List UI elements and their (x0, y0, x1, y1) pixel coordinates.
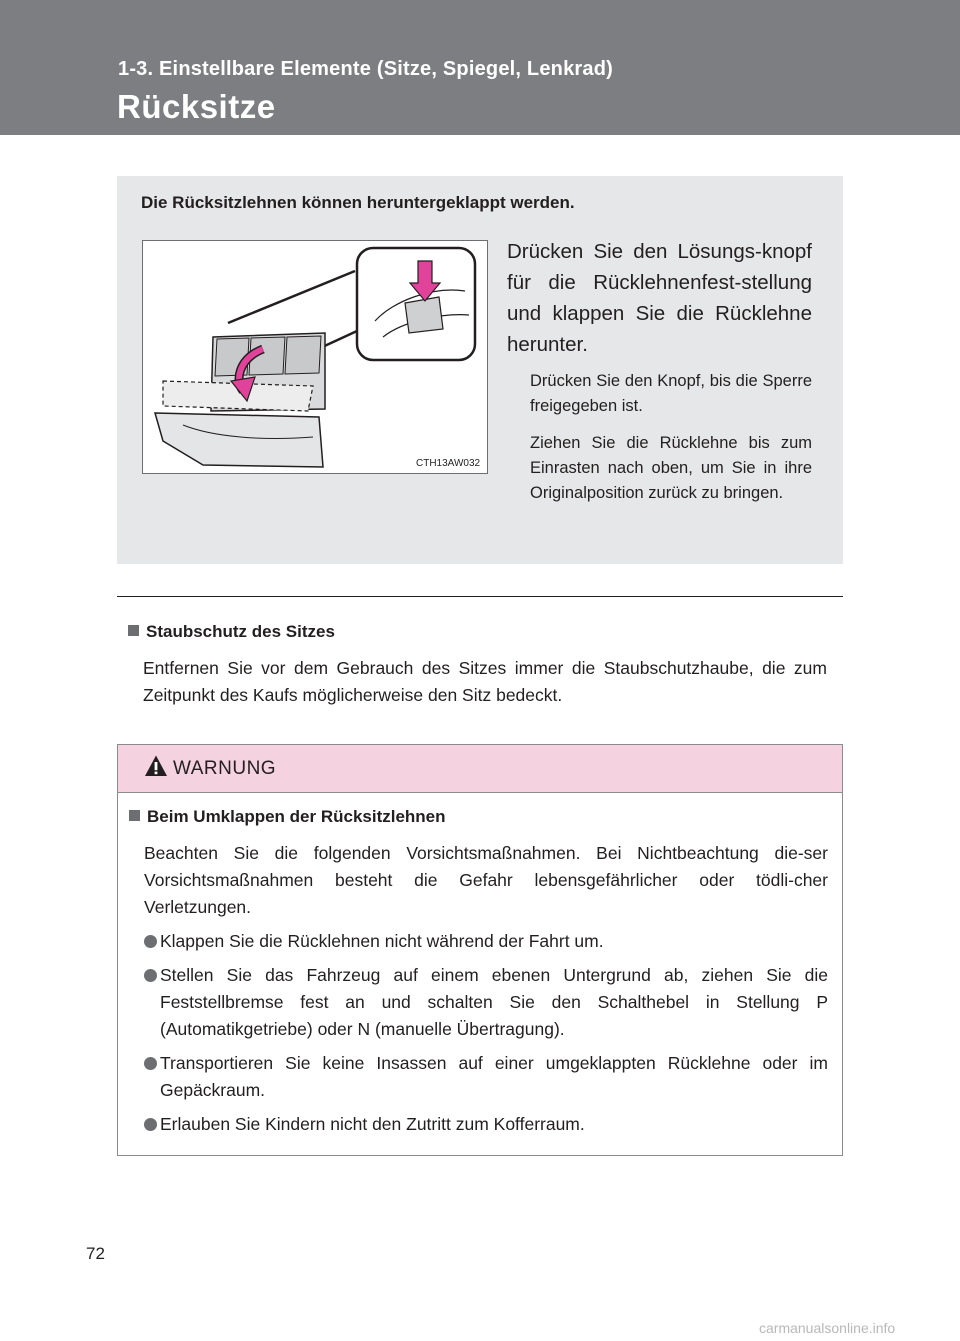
instruction-intro: Die Rücksitzlehnen können heruntergeklappt werden. (141, 193, 575, 212)
note-body: Entfernen Sie vor dem Gebrauch des Sitzes immer die Staubschutzhaube, die zum Zeitpunkt des Kaufs möglicherweise den Sitz bedeckt. (143, 658, 827, 705)
divider (117, 596, 843, 597)
warning-bullet: Stellen Sie das Fahrzeug auf einem ebenen Untergrund ab, ziehen Sie die Feststellbremse fest an und schalten Sie den Schalthebel in Stellung P (Automatikgetriebe) oder N (manuelle Übertragung). (144, 962, 828, 1043)
bullet-dot-icon (144, 935, 157, 948)
warning-bullet: Transportieren Sie keine Insassen auf einer umgeklappten Rücklehne oder im Gepäckraum. (144, 1050, 828, 1104)
square-bullet-icon (129, 810, 140, 821)
page-header (0, 0, 960, 135)
bullet-dot-icon (144, 969, 157, 982)
warning-body: Beachten Sie die folgenden Vorsichtsmaßnahmen. Bei Nichtbeachtung die-ser Vorsichtsmaßnahmen besteht die Gefahr lebensgefährlicher oder tödli-cher Verletzungen. (144, 843, 828, 917)
rear-seat-illustration (142, 240, 488, 474)
image-code: CTH13AW032 (416, 458, 481, 469)
warning-header (118, 745, 842, 793)
page-title: Rücksitze (117, 88, 276, 125)
warning-box (117, 744, 843, 1156)
square-bullet-icon (128, 625, 139, 636)
note-heading: Staubschutz des Sitzes (128, 622, 335, 642)
seat-fold-diagram (143, 241, 487, 473)
main-step: Drücken Sie den Lösungs-knopf für die Rücklehnenfest-stellung und klappen Sie die Rücklehne herunter. (507, 240, 812, 356)
watermark: carmanualsonline.info (759, 1320, 896, 1336)
sub-step: Drücken Sie den Knopf, bis die Sperre freigegeben ist. (530, 372, 812, 415)
section-title: 1-3. Einstellbare Elemente (Sitze, Spiegel, Lenkrad) (118, 58, 613, 80)
warning-heading: Beim Umklappen der Rücksitzlehnen (129, 807, 446, 827)
warning-bullet: Klappen Sie die Rücklehnen nicht während der Fahrt um. (144, 928, 828, 955)
warning-label: WARNUNG (173, 758, 277, 779)
sub-step: Ziehen Sie die Rücklehne bis zum Einrasten nach oben, um Sie in ihre Originalposition zurück zu bringen. (530, 434, 812, 502)
page-number: 72 (86, 1244, 105, 1263)
bullet-dot-icon (144, 1118, 157, 1131)
warning-triangle-icon (144, 754, 168, 778)
warning-bullet: Erlauben Sie Kindern nicht den Zutritt zum Kofferraum. (144, 1111, 828, 1138)
bullet-dot-icon (144, 1057, 157, 1070)
